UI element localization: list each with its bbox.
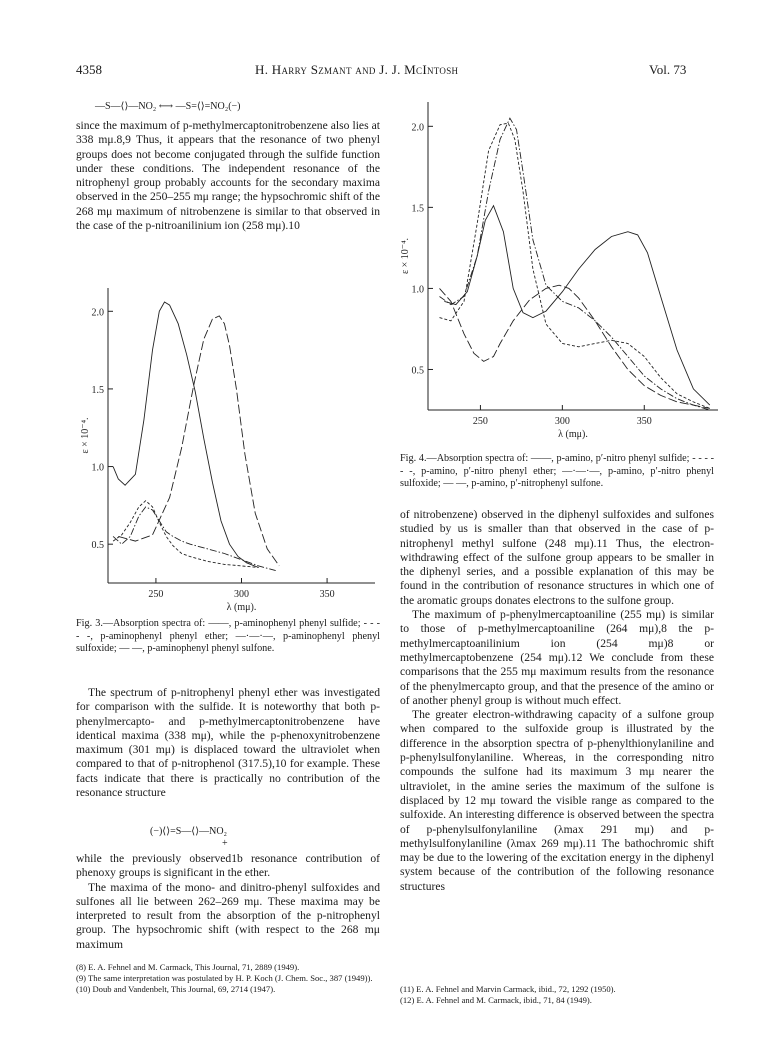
y-tick-label: 0.5 <box>411 365 424 377</box>
figure-4-chart <box>390 94 725 454</box>
paragraph: The spectrum of p-nitrophenyl phenyl ether was investigated for comparison with the sulfide. It is noteworthy that both p-phenylmercapto- and p-methylmercaptonitrobenzene have identical maxima (338 mμ), while the p-phenoxynitrobenzene maximum (301 mμ) is displaced toward the ultraviolet when compared to that of p-nitrophenol (317.5),10 for example. These facts indicate that there is practically no contribution of the resonance structure <box>76 686 380 800</box>
formula-plus-sign: + <box>222 838 228 849</box>
y-tick-label: 1.0 <box>411 284 424 296</box>
x-axis-label: λ (mμ). <box>558 429 588 440</box>
paragraph: since the maximum of p-methylmercaptonitrobenzene also lies at 338 mμ.8,9 Thus, it appears that the resonance of two phenyl groups does not become conjugated through the sulfide function under these conditions. The independent resonance of the nitrophenyl group probably accounts for the secondary maxima observed in the 250–255 mμ range; the hypsochromic shift of the 268 mμ maximum of nitrobenzene is similar to that observed in the case of the p-nitroanilinium ion (258 mμ).10 <box>76 119 380 233</box>
paragraph: while the previously observed1b resonance contribution of phenoxy groups is significant in the ether. <box>76 852 380 880</box>
left-column-text-mid <box>76 686 380 800</box>
y-tick-label: 1.5 <box>91 384 104 396</box>
figure-3-caption: Fig. 3.—Absorption spectra of: ——, p-aminophenyl phenyl sulfide; - - - - -, p-aminophenyl phenyl ether; —·—·—, p-aminophenyl phenyl sulfoxide; — —, p-aminophenyl phenyl sulfone. <box>76 618 380 655</box>
x-tick-label: 300 <box>234 589 249 600</box>
y-tick-label: 2.0 <box>411 122 424 134</box>
series-line-dash-dot <box>113 507 276 571</box>
y-tick-label: 0.5 <box>91 540 104 552</box>
left-footnotes <box>76 962 380 995</box>
series-line-solid <box>444 206 709 405</box>
paragraph: The greater electron-withdrawing capacity of a sulfone group when compared to the sulfoxide group is illustrated by the difference in the absorption spectra of p-phenylthionylaniline and p-phenylsulfonylaniline. Whereas, in the corresponding nitro compounds the sulfone had its maximum 3 mμ nearer the ultraviolet, in the amine series the maximum of the sulfone is displaced by 12 mμ toward the visible range as compared to the sulfoxide. An interesting difference is observed between the spectra of p-phenylsulfonylaniline (λmax 291 mμ) and p-methylsulfonylaniline (λmax 269 mμ).11 The bathochromic shift may be due to the lowering of the excitation energy in the diphenyl system because of the contribution of the following resonance structures <box>400 708 714 893</box>
paragraph: of nitrobenzene) observed in the diphenyl sulfoxides and sulfones studied by us is smaller than that observed in the case of p-nitrophenyl methyl sulfone (248 mμ).11 Thus, the electron-withdrawing effect of the sulfone group appears to be smaller in the diphenyl series, and a possible explanation of this may be found in the contribution of resonance structures in which one of the aromatic groups donates electrons to the sulfone group. <box>400 508 714 607</box>
y-tick-label: 2.0 <box>91 307 104 319</box>
x-tick-label: 350 <box>319 589 335 600</box>
footnote-8: (8) E. A. Fehnel and M. Carmack, This Journal, 71, 2889 (1949). <box>76 962 300 972</box>
series-line-solid <box>113 302 259 568</box>
y-axis-label: ε × 10⁻⁴. <box>80 417 91 454</box>
paragraph: The maxima of the mono- and dinitro-phenyl sulfoxides and sulfones all lie between 262–269 mμ. These maxima may be interpreted to result from the absorption of the p-nitrophenyl group. The hypsochromic shift (with respect to the 268 mμ maximum <box>76 880 380 951</box>
series-line-dashed <box>113 501 259 568</box>
footnote-9: (9) The same interpretation was postulated by H. P. Koch (J. Chem. Soc., 387 (1949)). <box>76 973 373 983</box>
figure-3-chart <box>70 278 385 618</box>
y-axis-label: ε × 10⁻⁴. <box>400 237 411 275</box>
series-line-dashed <box>440 123 710 408</box>
series-line-long-dash <box>440 285 710 408</box>
x-tick-label: 250 <box>148 589 164 600</box>
resonance-formula-top: —S—⟨⟩—NO₂ ⟷ —S=⟨⟩=NO₂(−) <box>95 101 241 112</box>
x-tick-label: 300 <box>554 416 570 427</box>
x-axis-label: λ (mμ). <box>226 602 257 613</box>
series-line-long-dash <box>118 316 279 566</box>
y-tick-label: 1.0 <box>91 462 104 474</box>
figure-4-caption: Fig. 4.—Absorption spectra of: ——, p-amino, p′-nitro phenyl sulfide; - - - - - -, p-amino, p′-nitro phenyl ether; —·—·—, p-amino, p′-nitro phenyl sulfoxide; — —, p-amino, p′-nitrophenyl sulfone. <box>400 453 714 490</box>
paragraph: The maximum of p-phenylmercaptoaniline (255 mμ) is similar to those of p-methylmercaptoaniline (264 mμ),8 the p-methylmercaptoanilinium ion (254 mμ)8 or methylmercaptobenzene (254 mμ).12 We conclude from these comparisons that the 255 mμ maximum results from the resonance of the phenylmercapto group, and that the presence of the amino or of another phenyl group is without much effect. <box>400 608 714 707</box>
running-head-authors: H. Harry Szmant and J. J. McIntosh <box>255 62 459 77</box>
left-column-text-bottom <box>76 852 380 952</box>
volume-label: Vol. 73 <box>649 62 687 77</box>
x-tick-label: 350 <box>636 416 652 427</box>
right-footnotes <box>400 984 714 1006</box>
y-tick-label: 1.5 <box>411 203 424 215</box>
left-column-text-top <box>76 119 380 233</box>
x-tick-label: 250 <box>472 416 488 427</box>
page-number: 4358 <box>76 62 102 77</box>
series-line-dash-dot <box>440 118 710 410</box>
footnote-10: (10) Doub and Vandenbelt, This Journal, 69, 2714 (1947). <box>76 984 276 994</box>
footnote-11: (11) E. A. Fehnel and Marvin Carmack, ibid., 72, 1292 (1950). <box>400 984 616 994</box>
footnote-12: (12) E. A. Fehnel and M. Carmack, ibid., 71, 84 (1949). <box>400 995 592 1005</box>
right-column-text <box>400 508 714 894</box>
resonance-formula-mid: (−)⟨⟩=S—⟨⟩—NO₂ <box>150 826 228 837</box>
